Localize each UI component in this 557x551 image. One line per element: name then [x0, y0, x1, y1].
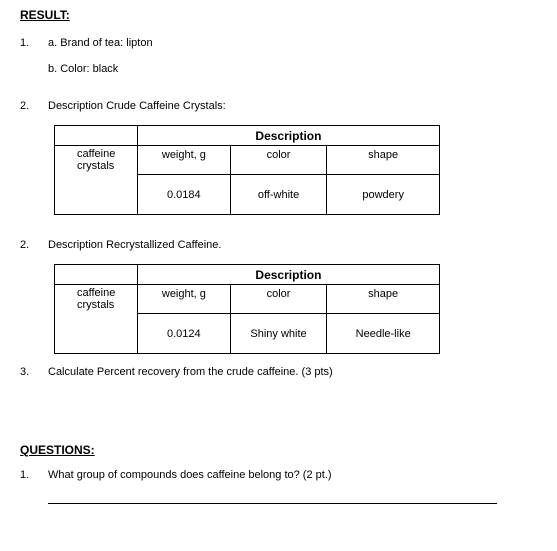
column-header-weight: weight, g — [137, 285, 230, 314]
crude-caffeine-table — [54, 125, 440, 215]
tea-brand-line: a. Brand of tea: lipton — [48, 37, 153, 49]
result-heading: RESULT: — [20, 8, 70, 22]
value-weight: 0.0124 — [137, 314, 230, 354]
recrystallized-caffeine-title: Description Recrystallized Caffeine. — [48, 239, 222, 251]
table-group-header: Description — [137, 126, 439, 146]
questions-heading: QUESTIONS: — [20, 443, 95, 457]
row-label-cell: caffeine crystals — [55, 146, 138, 215]
tea-color-line: b. Color: black — [48, 63, 119, 75]
item-number: 2. — [20, 100, 30, 112]
value-color: off-white — [230, 175, 327, 215]
item-number: 1. — [20, 37, 30, 49]
caffeine-group-question: What group of compounds does caffeine belong to? (2 pt.) — [48, 469, 332, 481]
column-header-shape: shape — [327, 146, 440, 175]
value-color: Shiny white — [230, 314, 327, 354]
row-label-cell: caffeine crystals — [55, 285, 138, 354]
value-shape: powdery — [327, 175, 440, 215]
table-group-header: Description — [137, 265, 439, 285]
column-header-color: color — [230, 285, 327, 314]
item-number: 2. — [20, 239, 30, 251]
column-header-color: color — [230, 146, 327, 175]
table-corner-cell — [55, 126, 138, 146]
value-weight: 0.0184 — [137, 175, 230, 215]
percent-recovery-question: Calculate Percent recovery from the crude caffeine. (3 pts) — [48, 366, 333, 378]
column-header-shape: shape — [327, 285, 440, 314]
column-header-weight: weight, g — [137, 146, 230, 175]
value-shape: Needle-like — [327, 314, 440, 354]
item-number: 3. — [20, 366, 30, 378]
recrystallized-caffeine-table — [54, 264, 440, 354]
crude-caffeine-title: Description Crude Caffeine Crystals: — [48, 100, 226, 112]
item-number: 1. — [20, 469, 30, 481]
answer-line — [48, 503, 497, 504]
table-corner-cell — [55, 265, 138, 285]
